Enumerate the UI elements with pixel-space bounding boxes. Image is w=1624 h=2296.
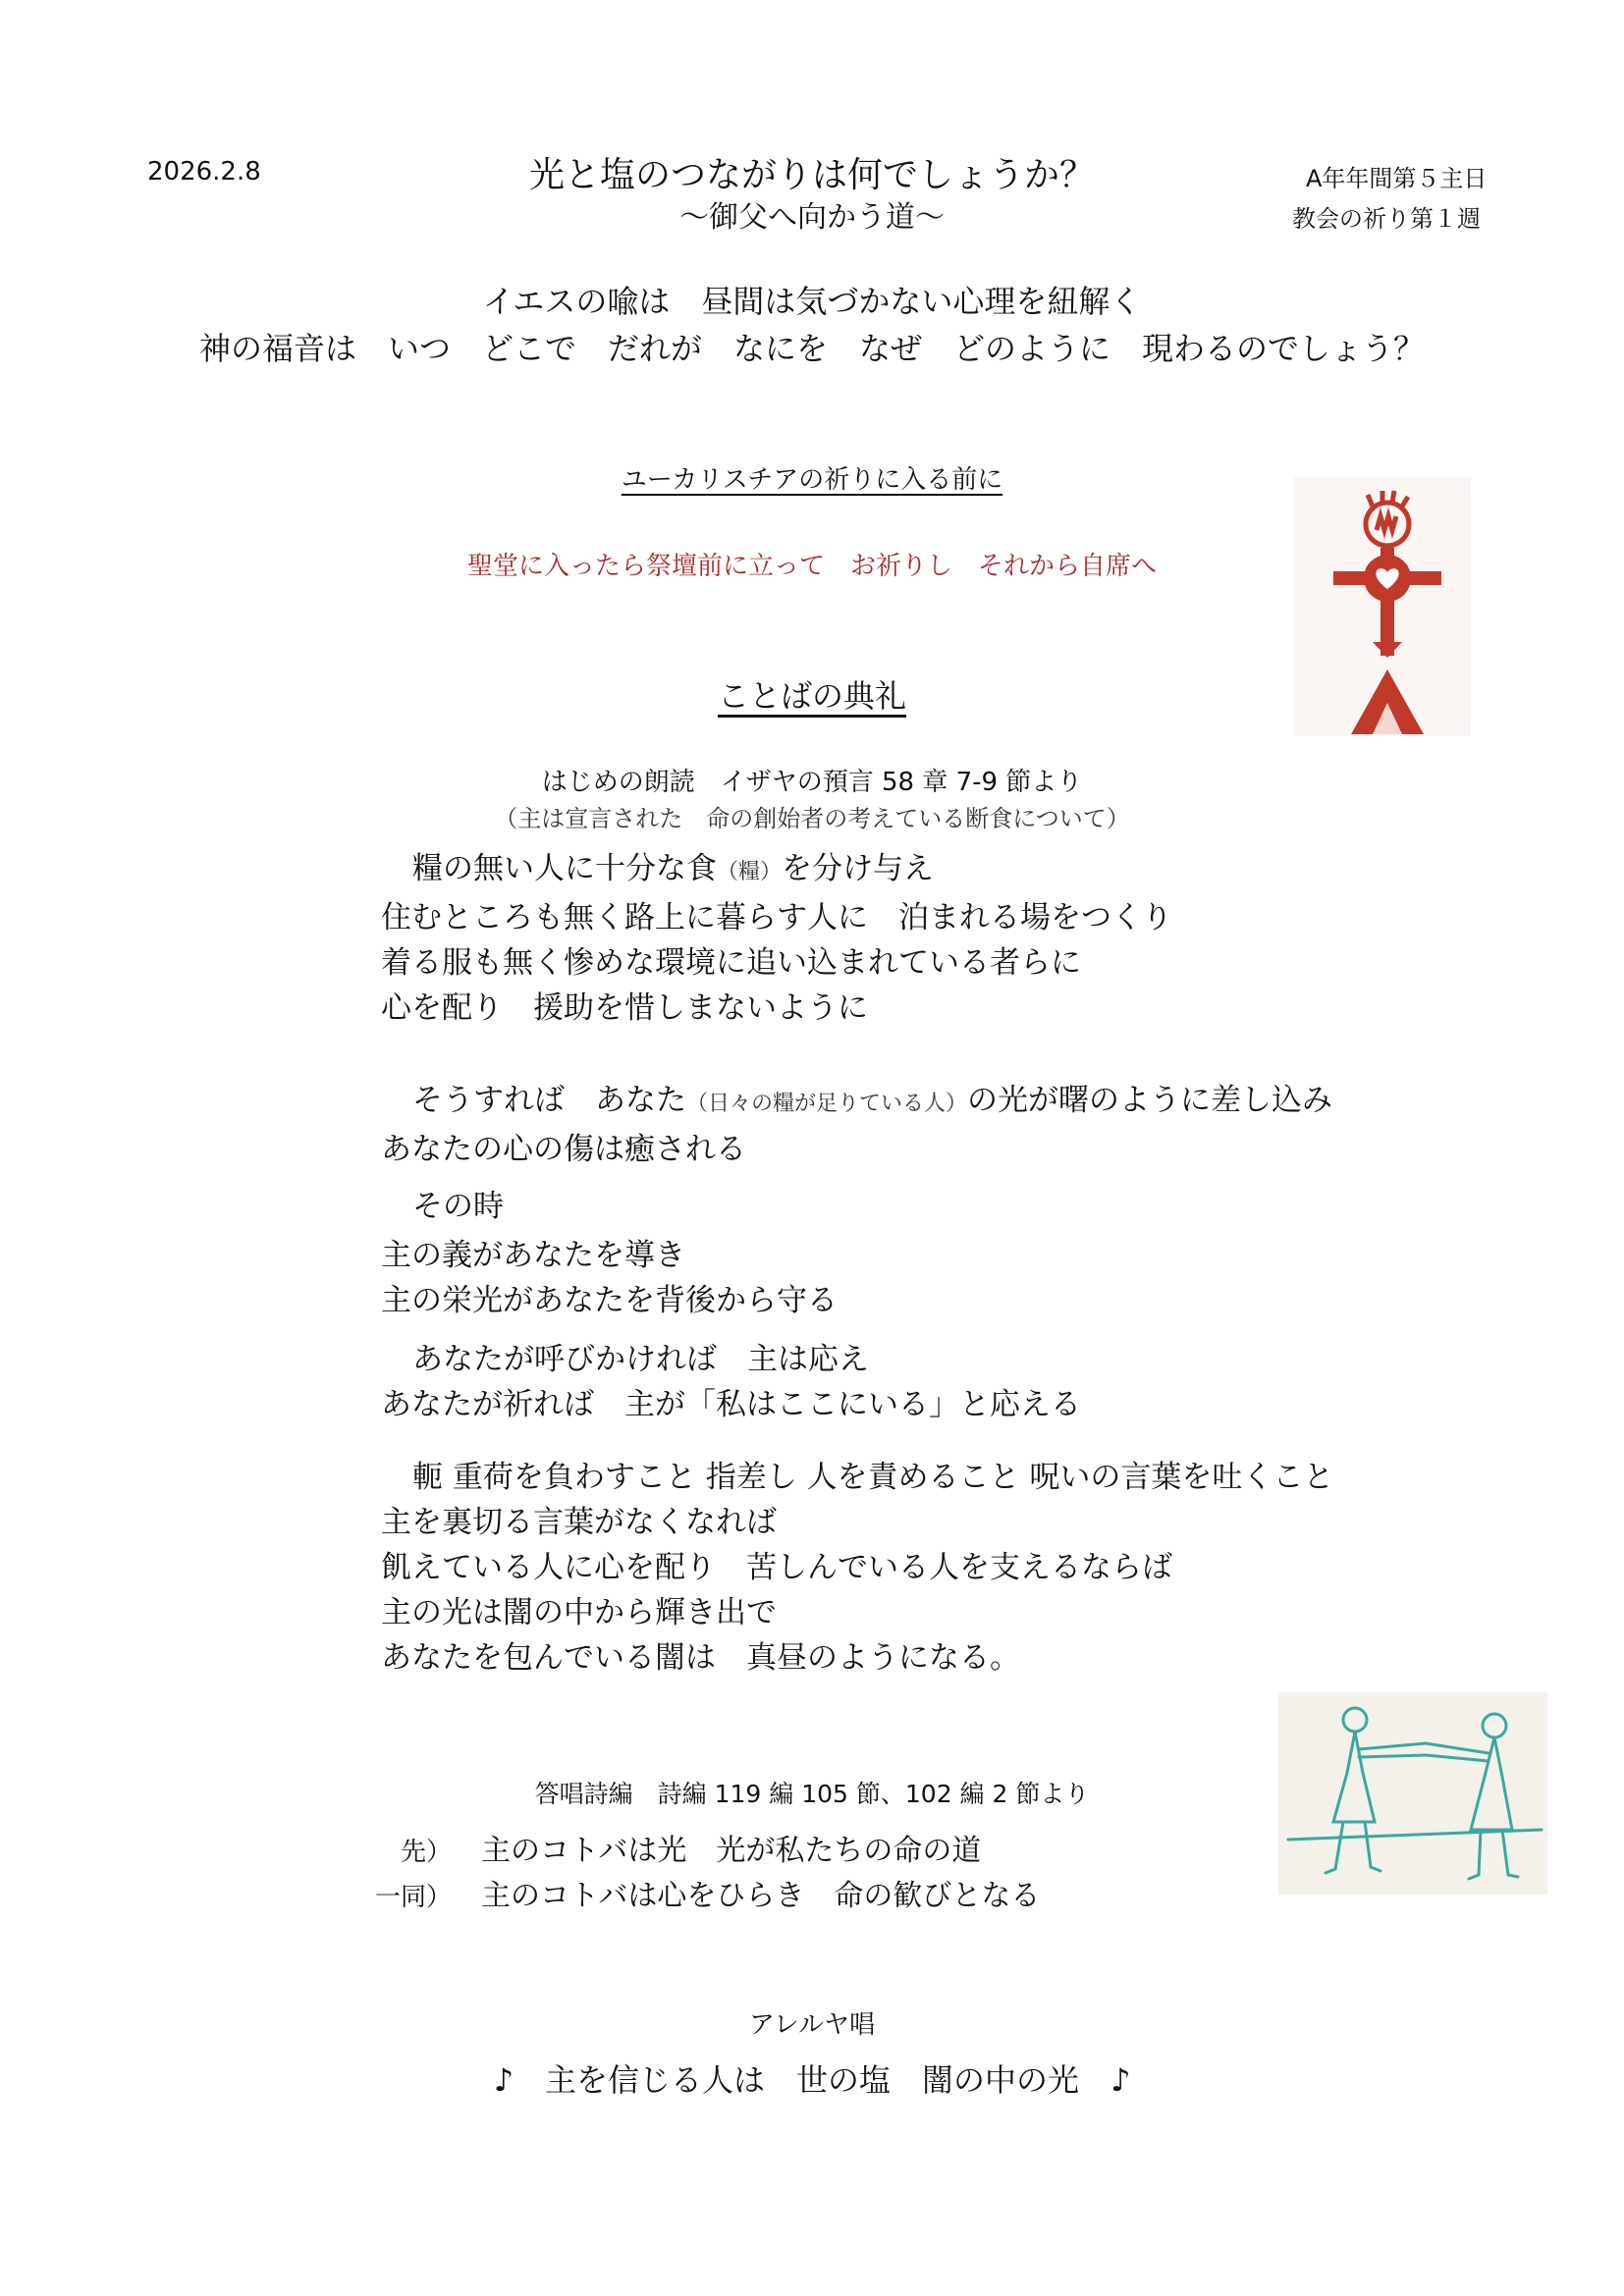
passage-line: 主の光は闇の中から輝き出で [381, 1595, 777, 1630]
response-text: 主のコトバは心をひらき 命の歓びとなる [481, 1879, 1041, 1913]
passage-line: あなたが祈れば 主が「私はここにいる」と応える [381, 1387, 1081, 1422]
response-role: 先） [400, 1838, 452, 1867]
first-reading-title: はじめの朗読 イザヤの預言 58 章 7-9 節より [541, 768, 1083, 797]
first-reading-note: （主は宣言された 命の創始者の考えている断食について） [494, 805, 1130, 832]
page-subtitle: ～御父へ向かう道～ [679, 200, 945, 235]
passage-line: あなたの心の傷は癒される [381, 1132, 746, 1167]
alleluia-verse: ♪ 主を信じる人は 世の塩 闇の中の光 ♪ [493, 2061, 1131, 2099]
response-text: 主のコトバは光 光が私たちの命の道 [481, 1834, 982, 1868]
before-eucharist-heading: ユーカリスチアの祈りに入る前に [621, 465, 1003, 495]
passage-line: 主の栄光があなたを背後から守る [381, 1283, 838, 1318]
passage-line: 主の義があなたを導き [381, 1238, 685, 1273]
passage-line: そうすれば あなた（日々の糧が足りている人）の光が曙のように差し込み [412, 1083, 1333, 1118]
psalm-response-all [363, 1871, 1040, 1914]
reading-passage-1 [381, 846, 1172, 1031]
reading-passage-4 [381, 1233, 838, 1323]
passage-line: あなたが呼びかければ 主は応え [412, 1342, 869, 1377]
reading-passage-6 [381, 1455, 1333, 1681]
theme-line-2: 神の福音は いつ どこで だれが なにを なぜ どのように 現わるのでしょう？ [198, 330, 1425, 367]
reading-passage-5 [381, 1337, 1081, 1427]
church-instruction: 聖堂に入ったら祭壇前に立って お祈りし それから自席へ [466, 552, 1157, 581]
date: 2026.2.8 [147, 157, 261, 187]
passage-line: 飢えている人に心を配り 苦しんでいる人を支えるならば [381, 1550, 1172, 1585]
passage-line: その時 [412, 1189, 504, 1224]
reading-passage-2 [381, 1078, 1332, 1172]
response-role: 一同） [374, 1883, 452, 1912]
alleluia-title: アレルヤ唱 [748, 2010, 876, 2040]
theme-line-1: イエスの喩は 昼間は気づかない心理を紐解く [482, 283, 1142, 320]
word-liturgy-heading: ことばの典礼 [717, 677, 906, 715]
page-title: 光と塩のつながりは何でしょうか？ [528, 155, 1095, 195]
passage-line: 糧の無い人に十分な食（糧）を分け与え [412, 851, 935, 886]
passage-line: 主を裏切る言葉がなくなれば [381, 1505, 777, 1540]
liturgy-week: A年年間第５主日 [1306, 165, 1488, 192]
passage-line: あなたを包んでいる闇は 真昼のようになる。 [381, 1640, 1020, 1676]
prayer-week: 教会の祈り第１週 [1292, 205, 1481, 233]
psalm-title: 答唱詩編 詩編 119 編 105 節、102 編 2 節より [534, 1780, 1090, 1808]
passage-line: 軛 重荷を負わすこと 指差し 人を責めること 呪いの言葉を吐くこと [412, 1460, 1334, 1495]
passage-line: 着る服も無く惨めな環境に追い込まれている者らに [381, 945, 1081, 981]
reading-passage-3 [381, 1184, 504, 1229]
psalm-response-leader [363, 1826, 981, 1869]
passage-line: 心を配り 援助を惜しまないように [381, 990, 868, 1026]
passage-line: 住むところも無く路上に暮らす人に 泊まれる場をつくり [381, 900, 1172, 935]
